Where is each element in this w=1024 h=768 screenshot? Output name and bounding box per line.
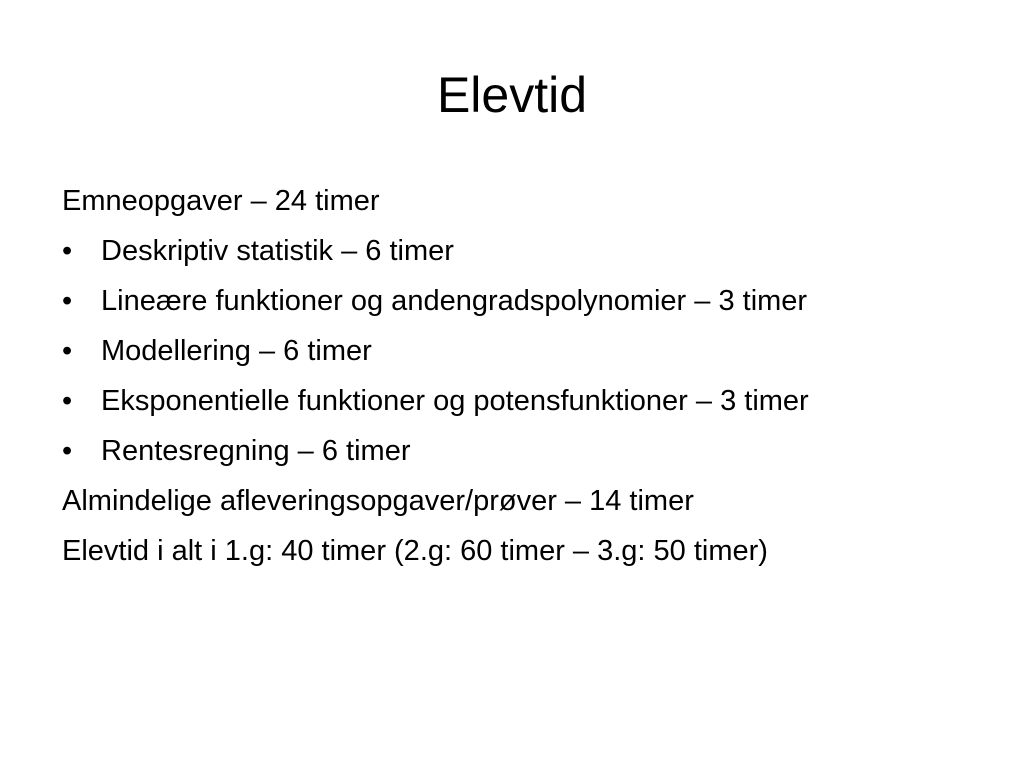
bullet-text: Rentesregning – 6 timer <box>101 435 411 467</box>
bullet-text: Deskriptiv statistik – 6 timer <box>101 235 454 267</box>
bullet-dot-icon: • <box>62 285 73 317</box>
bullet-text: Eksponentielle funktioner og potensfunktioner – 3 timer <box>101 385 809 417</box>
slide-body <box>62 180 962 580</box>
bullet-item <box>62 380 962 423</box>
bullet-dot-icon: • <box>62 385 73 417</box>
bullet-text: Lineære funktioner og andengradspolynomier – 3 timer <box>101 285 808 317</box>
text-line-almindelige: Almindelige afleveringsopgaver/prøver – 14 timer <box>62 485 694 517</box>
text-line-elevtid-total: Elevtid i alt i 1.g: 40 timer (2.g: 60 timer – 3.g: 50 timer) <box>62 535 768 567</box>
text-line-emneopgaver: Emneopgaver – 24 timer <box>62 185 380 217</box>
bullet-list <box>62 230 962 473</box>
bullet-text: Modellering – 6 timer <box>101 335 372 367</box>
slide-title: Elevtid <box>436 67 588 123</box>
bullet-dot-icon: • <box>62 335 73 367</box>
bullet-item <box>62 430 962 473</box>
bullet-item <box>62 280 962 323</box>
bullet-item <box>62 230 962 273</box>
bullet-dot-icon: • <box>62 435 73 467</box>
bullet-dot-icon: • <box>62 235 73 267</box>
bullet-item <box>62 330 962 373</box>
